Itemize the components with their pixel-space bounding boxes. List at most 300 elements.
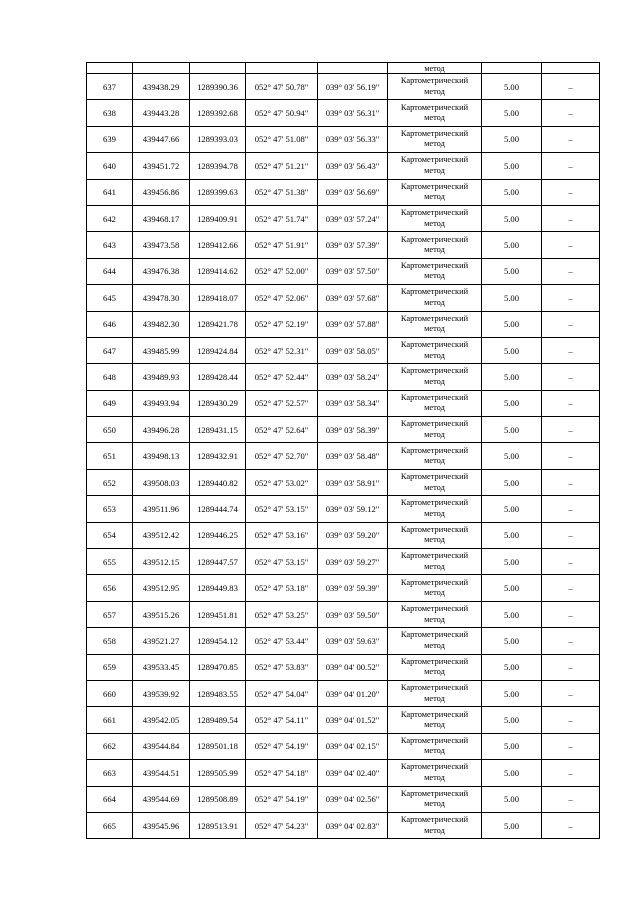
cell-lon: 039° 03' 56.43" <box>318 153 388 179</box>
cell-lon: 039° 03' 57.88" <box>318 311 388 337</box>
cell-method <box>388 100 482 126</box>
method-line-1: Картометрический <box>400 208 469 218</box>
cell-y: 1289470.85 <box>190 654 246 680</box>
cell-note: – <box>542 733 600 759</box>
method-line-1: Картометрический <box>400 788 469 798</box>
cell-lon: 039° 03' 57.39" <box>318 232 388 258</box>
method-line-2: метод <box>424 456 445 466</box>
cell-y: 1289390.36 <box>190 74 246 100</box>
table-row <box>87 285 600 311</box>
cell-note: – <box>542 311 600 337</box>
cell-lat: 052° 47' 53.44" <box>246 628 318 654</box>
method-line-2: метод <box>424 429 445 439</box>
cell-note: – <box>542 707 600 733</box>
method-line-1: Картометрический <box>400 656 469 666</box>
cell-lon: 039° 03' 58.39" <box>318 417 388 443</box>
cell-accuracy: 5.00 <box>482 628 542 654</box>
method-line-1: Картометрический <box>400 128 469 138</box>
cell-num: 653 <box>87 496 133 522</box>
cell-method <box>388 707 482 733</box>
cell-lat: 052° 47' 52.70" <box>246 443 318 469</box>
cell-method <box>388 760 482 786</box>
method-line-1: Картометрический <box>400 577 469 587</box>
cell-lat: 052° 47' 52.44" <box>246 364 318 390</box>
table-row <box>87 390 600 416</box>
method-line-1: Картометрический <box>400 498 469 508</box>
method-line-1: Картометрический <box>400 604 469 613</box>
cell-note: – <box>542 575 600 601</box>
cell-x: 439512.95 <box>133 575 190 601</box>
cell-note: – <box>542 232 600 258</box>
method-line-1: Картометрический <box>400 445 469 455</box>
table-row <box>87 680 600 706</box>
table-row <box>87 311 600 337</box>
cell-lat: 052° 47' 53.83" <box>246 654 318 680</box>
cell-lat: 052° 47' 51.08" <box>246 126 318 152</box>
cell-method <box>388 654 482 680</box>
method-line-2: метод <box>424 667 445 677</box>
cell-y: 1289414.62 <box>190 258 246 284</box>
table-row <box>87 337 600 363</box>
method-line-1: Картометрический <box>400 524 469 534</box>
cell-lat: 052° 47' 50.78" <box>246 74 318 100</box>
cell-num: 640 <box>87 153 133 179</box>
table-row <box>87 812 600 838</box>
cell-note: – <box>542 179 600 205</box>
method-line-1: Картометрический <box>400 762 469 772</box>
table-row <box>87 628 600 654</box>
table-row <box>87 786 600 812</box>
cell-y: 1289446.25 <box>190 522 246 548</box>
cell-x: 439542.05 <box>133 707 190 733</box>
cell-method <box>388 285 482 311</box>
cell-method <box>388 232 482 258</box>
cell-y: 1289449.83 <box>190 575 246 601</box>
cell-lon: 039° 03' 58.48" <box>318 443 388 469</box>
method-line-2: метод <box>424 614 445 624</box>
cell-num: 641 <box>87 179 133 205</box>
cell-y: 1289392.68 <box>190 100 246 126</box>
method-line-2: метод <box>424 297 445 307</box>
cell-accuracy: 5.00 <box>482 786 542 812</box>
cell-accuracy: 5.00 <box>482 285 542 311</box>
cell-y: 1289483.55 <box>190 680 246 706</box>
cell-method <box>388 126 482 152</box>
method-line-2: метод <box>424 508 445 518</box>
table-row-continuation <box>87 63 600 74</box>
method-line-1: Картометрический <box>400 472 469 482</box>
cell-method <box>388 364 482 390</box>
cell-method <box>388 786 482 812</box>
method-line-1: Картометрический <box>400 181 469 191</box>
cell-lat: 052° 47' 53.16" <box>246 522 318 548</box>
cell-lon: 039° 03' 58.05" <box>318 337 388 363</box>
cell-y: 1289451.81 <box>190 601 246 627</box>
cell-lon: 039° 03' 56.33" <box>318 126 388 152</box>
cell-lon <box>318 63 388 74</box>
cell-note: – <box>542 258 600 284</box>
method-line-1: Картометрический <box>400 735 469 745</box>
cell-method <box>388 812 482 838</box>
method-line-1: Картометрический <box>400 683 469 693</box>
cell-method <box>388 733 482 759</box>
table-row <box>87 496 600 522</box>
cell-lon: 039° 04' 00.52" <box>318 654 388 680</box>
cell-lon: 039° 04' 01.52" <box>318 707 388 733</box>
cell-lon: 039° 03' 58.91" <box>318 469 388 495</box>
cell-x: 439508.03 <box>133 469 190 495</box>
cell-lat: 052° 47' 52.64" <box>246 417 318 443</box>
cell-x: 439512.15 <box>133 549 190 575</box>
cell-x: 439456.86 <box>133 179 190 205</box>
cell-num: 645 <box>87 285 133 311</box>
table-row <box>87 601 600 627</box>
cell-lat: 052° 47' 54.18" <box>246 760 318 786</box>
cell-y: 1289421.78 <box>190 311 246 337</box>
cell-method <box>388 575 482 601</box>
table-row <box>87 126 600 152</box>
cell-lon: 039° 03' 56.31" <box>318 100 388 126</box>
cell-lat: 052° 47' 54.04" <box>246 680 318 706</box>
method-line-1: Картометрический <box>400 234 469 244</box>
cell-lat: 052° 47' 52.57" <box>246 390 318 416</box>
table-row <box>87 733 600 759</box>
cell-num: 642 <box>87 205 133 231</box>
cell-lat: 052° 47' 54.23" <box>246 812 318 838</box>
method-line-1: Картометрический <box>400 630 469 640</box>
cell-y: 1289418.07 <box>190 285 246 311</box>
cell-lat: 052° 47' 52.31" <box>246 337 318 363</box>
cell-lon: 039° 03' 59.12" <box>318 496 388 522</box>
table-row <box>87 760 600 786</box>
cell-y: 1289428.44 <box>190 364 246 390</box>
cell-lat: 052° 47' 51.38" <box>246 179 318 205</box>
table-row <box>87 258 600 284</box>
cell-lon: 039° 04' 02.56" <box>318 786 388 812</box>
cell-y: 1289424.84 <box>190 337 246 363</box>
cell-lat: 052° 47' 53.25" <box>246 601 318 627</box>
cell-lat: 052° 47' 53.18" <box>246 575 318 601</box>
cell-y: 1289431.15 <box>190 417 246 443</box>
cell-accuracy: 5.00 <box>482 153 542 179</box>
cell-note: – <box>542 628 600 654</box>
cell-note: – <box>542 364 600 390</box>
cell-y: 1289444.74 <box>190 496 246 522</box>
method-line-1: Картометрический <box>400 340 469 350</box>
cell-num: 656 <box>87 575 133 601</box>
cell-method <box>388 258 482 284</box>
cell-lon: 039° 03' 58.34" <box>318 390 388 416</box>
method-line-1: Картометрический <box>400 155 469 165</box>
cell-lon: 039° 03' 57.50" <box>318 258 388 284</box>
cell-accuracy: 5.00 <box>482 126 542 152</box>
cell-method <box>388 628 482 654</box>
cell-note: – <box>542 337 600 363</box>
cell-lon: 039° 03' 56.69" <box>318 179 388 205</box>
cell-method <box>388 496 482 522</box>
method-line-2: метод <box>424 403 445 413</box>
cell-accuracy <box>482 63 542 74</box>
cell-num: 655 <box>87 549 133 575</box>
method-line-1: Картометрический <box>400 287 469 297</box>
cell-lat: 052° 47' 51.74" <box>246 205 318 231</box>
cell-note: – <box>542 417 600 443</box>
cell-lon: 039° 03' 59.20" <box>318 522 388 548</box>
method-line-1: Картометрический <box>400 366 469 376</box>
cell-accuracy: 5.00 <box>482 74 542 100</box>
method-line-2: метод <box>424 561 445 571</box>
method-line-1: Картометрический <box>400 815 469 825</box>
cell-num: 650 <box>87 417 133 443</box>
cell-method <box>388 390 482 416</box>
cell-lon: 039° 03' 56.19" <box>318 74 388 100</box>
method-line-2: метод <box>424 772 445 782</box>
method-line-2: метод <box>424 482 445 492</box>
cell-num: 664 <box>87 786 133 812</box>
cell-num: 659 <box>87 654 133 680</box>
cell-x: 439485.99 <box>133 337 190 363</box>
cell-accuracy: 5.00 <box>482 469 542 495</box>
cell-x: 439443.28 <box>133 100 190 126</box>
cell-num: 649 <box>87 390 133 416</box>
cell-method: метод <box>388 63 482 74</box>
cell-method <box>388 469 482 495</box>
table-row <box>87 443 600 469</box>
cell-note: – <box>542 812 600 838</box>
cell-lat: 052° 47' 53.02" <box>246 469 318 495</box>
cell-x: 439482.30 <box>133 311 190 337</box>
method-line-2: метод <box>424 324 445 334</box>
cell-note: – <box>542 469 600 495</box>
table-row <box>87 205 600 231</box>
table-row <box>87 549 600 575</box>
cell-method <box>388 179 482 205</box>
cell-num <box>87 63 133 74</box>
cell-accuracy: 5.00 <box>482 549 542 575</box>
method-line-2: метод <box>424 799 445 809</box>
cell-lon: 039° 04' 02.40" <box>318 760 388 786</box>
cell-num: 657 <box>87 601 133 627</box>
cell-accuracy: 5.00 <box>482 575 542 601</box>
cell-accuracy: 5.00 <box>482 601 542 627</box>
cell-num: 638 <box>87 100 133 126</box>
cell-lat: 052° 47' 54.19" <box>246 733 318 759</box>
cell-accuracy: 5.00 <box>482 179 542 205</box>
cell-x: 439498.13 <box>133 443 190 469</box>
cell-method <box>388 153 482 179</box>
cell-method <box>388 417 482 443</box>
cell-note: – <box>542 100 600 126</box>
table-row <box>87 153 600 179</box>
cell-note: – <box>542 126 600 152</box>
cell-lon: 039° 03' 57.24" <box>318 205 388 231</box>
cell-lon: 039° 04' 01.20" <box>318 680 388 706</box>
method-line-2: метод <box>424 693 445 703</box>
cell-x: 439438.29 <box>133 74 190 100</box>
cell-y: 1289393.03 <box>190 126 246 152</box>
cell-num: 648 <box>87 364 133 390</box>
cell-y: 1289508.89 <box>190 786 246 812</box>
cell-y: 1289501.18 <box>190 733 246 759</box>
cell-num: 660 <box>87 680 133 706</box>
cell-method <box>388 337 482 363</box>
cell-num: 661 <box>87 707 133 733</box>
table-row <box>87 364 600 390</box>
cell-y: 1289409.91 <box>190 205 246 231</box>
cell-lat <box>246 63 318 74</box>
cell-note: – <box>542 496 600 522</box>
cell-accuracy: 5.00 <box>482 337 542 363</box>
cell-method <box>388 205 482 231</box>
cell-x: 439515.26 <box>133 601 190 627</box>
cell-accuracy: 5.00 <box>482 654 542 680</box>
method-line-1: Картометрический <box>400 392 469 402</box>
cell-note: – <box>542 74 600 100</box>
method-line-2: метод <box>424 720 445 730</box>
cell-accuracy: 5.00 <box>482 390 542 416</box>
cell-num: 639 <box>87 126 133 152</box>
cell-lat: 052° 47' 51.91" <box>246 232 318 258</box>
cell-x: 439476.38 <box>133 258 190 284</box>
cell-note: – <box>542 285 600 311</box>
table-row <box>87 522 600 548</box>
cell-note: – <box>542 654 600 680</box>
cell-x: 439489.93 <box>133 364 190 390</box>
table-body <box>87 63 600 839</box>
cell-accuracy: 5.00 <box>482 443 542 469</box>
table-row <box>87 74 600 100</box>
cell-y <box>190 63 246 74</box>
method-line-2: метод <box>424 271 445 281</box>
cell-x: 439473.58 <box>133 232 190 258</box>
cell-method <box>388 601 482 627</box>
cell-num: 665 <box>87 812 133 838</box>
cell-num: 658 <box>87 628 133 654</box>
cell-y: 1289447.57 <box>190 549 246 575</box>
method-line-2: метод <box>424 165 445 175</box>
table-row <box>87 232 600 258</box>
cell-num: 647 <box>87 337 133 363</box>
cell-lon: 039° 03' 57.68" <box>318 285 388 311</box>
cell-lon: 039° 03' 59.50" <box>318 601 388 627</box>
cell-num: 652 <box>87 469 133 495</box>
cell-accuracy: 5.00 <box>482 417 542 443</box>
method-line-1: Картометрический <box>400 260 469 270</box>
cell-note: – <box>542 549 600 575</box>
cell-y: 1289430.29 <box>190 390 246 416</box>
method-line-2: метод <box>424 192 445 202</box>
cell-x: 439447.66 <box>133 126 190 152</box>
cell-accuracy: 5.00 <box>482 680 542 706</box>
cell-num: 643 <box>87 232 133 258</box>
method-line-2: метод <box>424 113 445 123</box>
cell-y: 1289399.63 <box>190 179 246 205</box>
cell-x: 439521.27 <box>133 628 190 654</box>
cell-y: 1289454.12 <box>190 628 246 654</box>
cell-x: 439544.51 <box>133 760 190 786</box>
method-line-1: Картометрический <box>400 551 469 561</box>
table-row <box>87 575 600 601</box>
cell-lon: 039° 03' 59.27" <box>318 549 388 575</box>
cell-lon: 039° 03' 59.39" <box>318 575 388 601</box>
cell-note <box>542 63 600 74</box>
cell-lat: 052° 47' 52.19" <box>246 311 318 337</box>
cell-note: – <box>542 680 600 706</box>
cell-note: – <box>542 443 600 469</box>
cell-accuracy: 5.00 <box>482 232 542 258</box>
cell-num: 651 <box>87 443 133 469</box>
cell-lat: 052° 47' 53.15" <box>246 496 318 522</box>
method-line-2: метод <box>424 86 445 96</box>
cell-lat: 052° 47' 52.06" <box>246 285 318 311</box>
cell-num: 646 <box>87 311 133 337</box>
cell-method <box>388 522 482 548</box>
cell-x: 439533.45 <box>133 654 190 680</box>
cell-y: 1289432.91 <box>190 443 246 469</box>
cell-method <box>388 74 482 100</box>
cell-y: 1289489.54 <box>190 707 246 733</box>
cell-lon: 039° 04' 02.83" <box>318 812 388 838</box>
table-row <box>87 654 600 680</box>
cell-lat: 052° 47' 54.11" <box>246 707 318 733</box>
cell-note: – <box>542 153 600 179</box>
cell-lon: 039° 03' 59.63" <box>318 628 388 654</box>
cell-accuracy: 5.00 <box>482 100 542 126</box>
cell-accuracy: 5.00 <box>482 707 542 733</box>
cell-accuracy: 5.00 <box>482 496 542 522</box>
cell-lat: 052° 47' 50.94" <box>246 100 318 126</box>
cell-x: 439478.30 <box>133 285 190 311</box>
cell-num: 662 <box>87 733 133 759</box>
cell-x: 439544.69 <box>133 786 190 812</box>
method-line-2: метод <box>424 245 445 255</box>
cell-num: 663 <box>87 760 133 786</box>
table-row <box>87 417 600 443</box>
method-line-1: Картометрический <box>400 76 469 86</box>
method-line-1: Картометрический <box>400 419 469 429</box>
cell-lat: 052° 47' 52.00" <box>246 258 318 284</box>
table-row <box>87 707 600 733</box>
cell-accuracy: 5.00 <box>482 258 542 284</box>
cell-method <box>388 680 482 706</box>
cell-lat: 052° 47' 54.19" <box>246 786 318 812</box>
cell-accuracy: 5.00 <box>482 311 542 337</box>
cell-x: 439468.17 <box>133 205 190 231</box>
cell-x: 439496.28 <box>133 417 190 443</box>
cell-method <box>388 443 482 469</box>
cell-x <box>133 63 190 74</box>
cell-accuracy: 5.00 <box>482 760 542 786</box>
cell-accuracy: 5.00 <box>482 733 542 759</box>
cell-x: 439545.96 <box>133 812 190 838</box>
method-line-2: метод <box>424 746 445 756</box>
cell-note: – <box>542 522 600 548</box>
method-line-2: метод <box>424 218 445 228</box>
cell-x: 439493.94 <box>133 390 190 416</box>
cell-x: 439512.42 <box>133 522 190 548</box>
cell-method <box>388 549 482 575</box>
method-line-1: Картометрический <box>400 102 469 112</box>
cell-y: 1289440.82 <box>190 469 246 495</box>
coordinates-table <box>86 62 600 839</box>
method-line-1: Картометрический <box>400 709 469 719</box>
cell-num: 637 <box>87 74 133 100</box>
cell-num: 644 <box>87 258 133 284</box>
cell-accuracy: 5.00 <box>482 812 542 838</box>
method-line-2: метод <box>424 376 445 386</box>
cell-lat: 052° 47' 51.21" <box>246 153 318 179</box>
method-line-2: метод <box>424 588 445 598</box>
